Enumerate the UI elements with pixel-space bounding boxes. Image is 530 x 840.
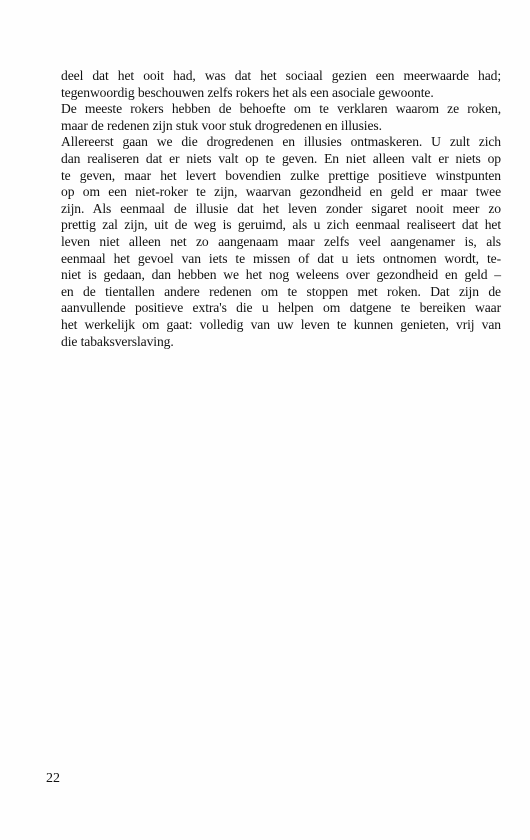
page-number: 22 <box>46 771 60 786</box>
text-line: De meeste rokers hebben de behoefte om te verklaren waarom ze roken, <box>61 101 501 117</box>
text-line: tegenwoordig beschouwen zelfs rokers het als een asociale gewoonte. <box>61 84 434 100</box>
text-line: en de tientallen andere redenen om te stoppen met roken. Dat zijn de <box>61 283 501 299</box>
text-line: Allereerst gaan we die drogredenen en illusies ontmaskeren. U zult zich <box>61 134 501 150</box>
text-line: maar de redenen zijn stuk voor stuk drogredenen en illusies. <box>61 117 382 133</box>
text-line: dan realiseren dat er niets valt op te geven. En niet alleen valt er niets op <box>61 150 501 166</box>
text-line: deel dat het ooit had, was dat het sociaal gezien een meerwaarde had; <box>61 68 501 83</box>
text-line: leven niet alleen net zo aangenaam maar zelfs veel aangenamer is, als <box>61 233 501 249</box>
text-line: zijn. Als eenmaal de illusie dat het leven zonder sigaret nooit meer zo <box>61 200 501 216</box>
text-line: op om een niet-roker te zijn, waarvan gezondheid en geld er maar twee <box>61 184 501 200</box>
text-line: aanvullende positieve extra's die u helpen om datgene te bereiken waar <box>61 300 501 316</box>
body-text <box>61 68 501 350</box>
text-line: te geven, maar het levert bovendien zulke prettige positieve winstpunten <box>61 167 501 183</box>
text-line: het werkelijk om gaat: volledig van uw leven te kunnen genieten, vrij van <box>61 316 501 332</box>
text-line: eenmaal het gevoel van iets te missen of dat u iets ontnomen wordt, te- <box>61 250 501 266</box>
text-line: prettig zal zijn, uit de weg is geruimd, als u zich eenmaal realiseert dat het <box>61 217 501 233</box>
text-line: niet is gedaan, dan hebben we het nog weleens over gezondheid en geld – <box>61 267 501 283</box>
text-line: die tabaksverslaving. <box>61 333 174 349</box>
